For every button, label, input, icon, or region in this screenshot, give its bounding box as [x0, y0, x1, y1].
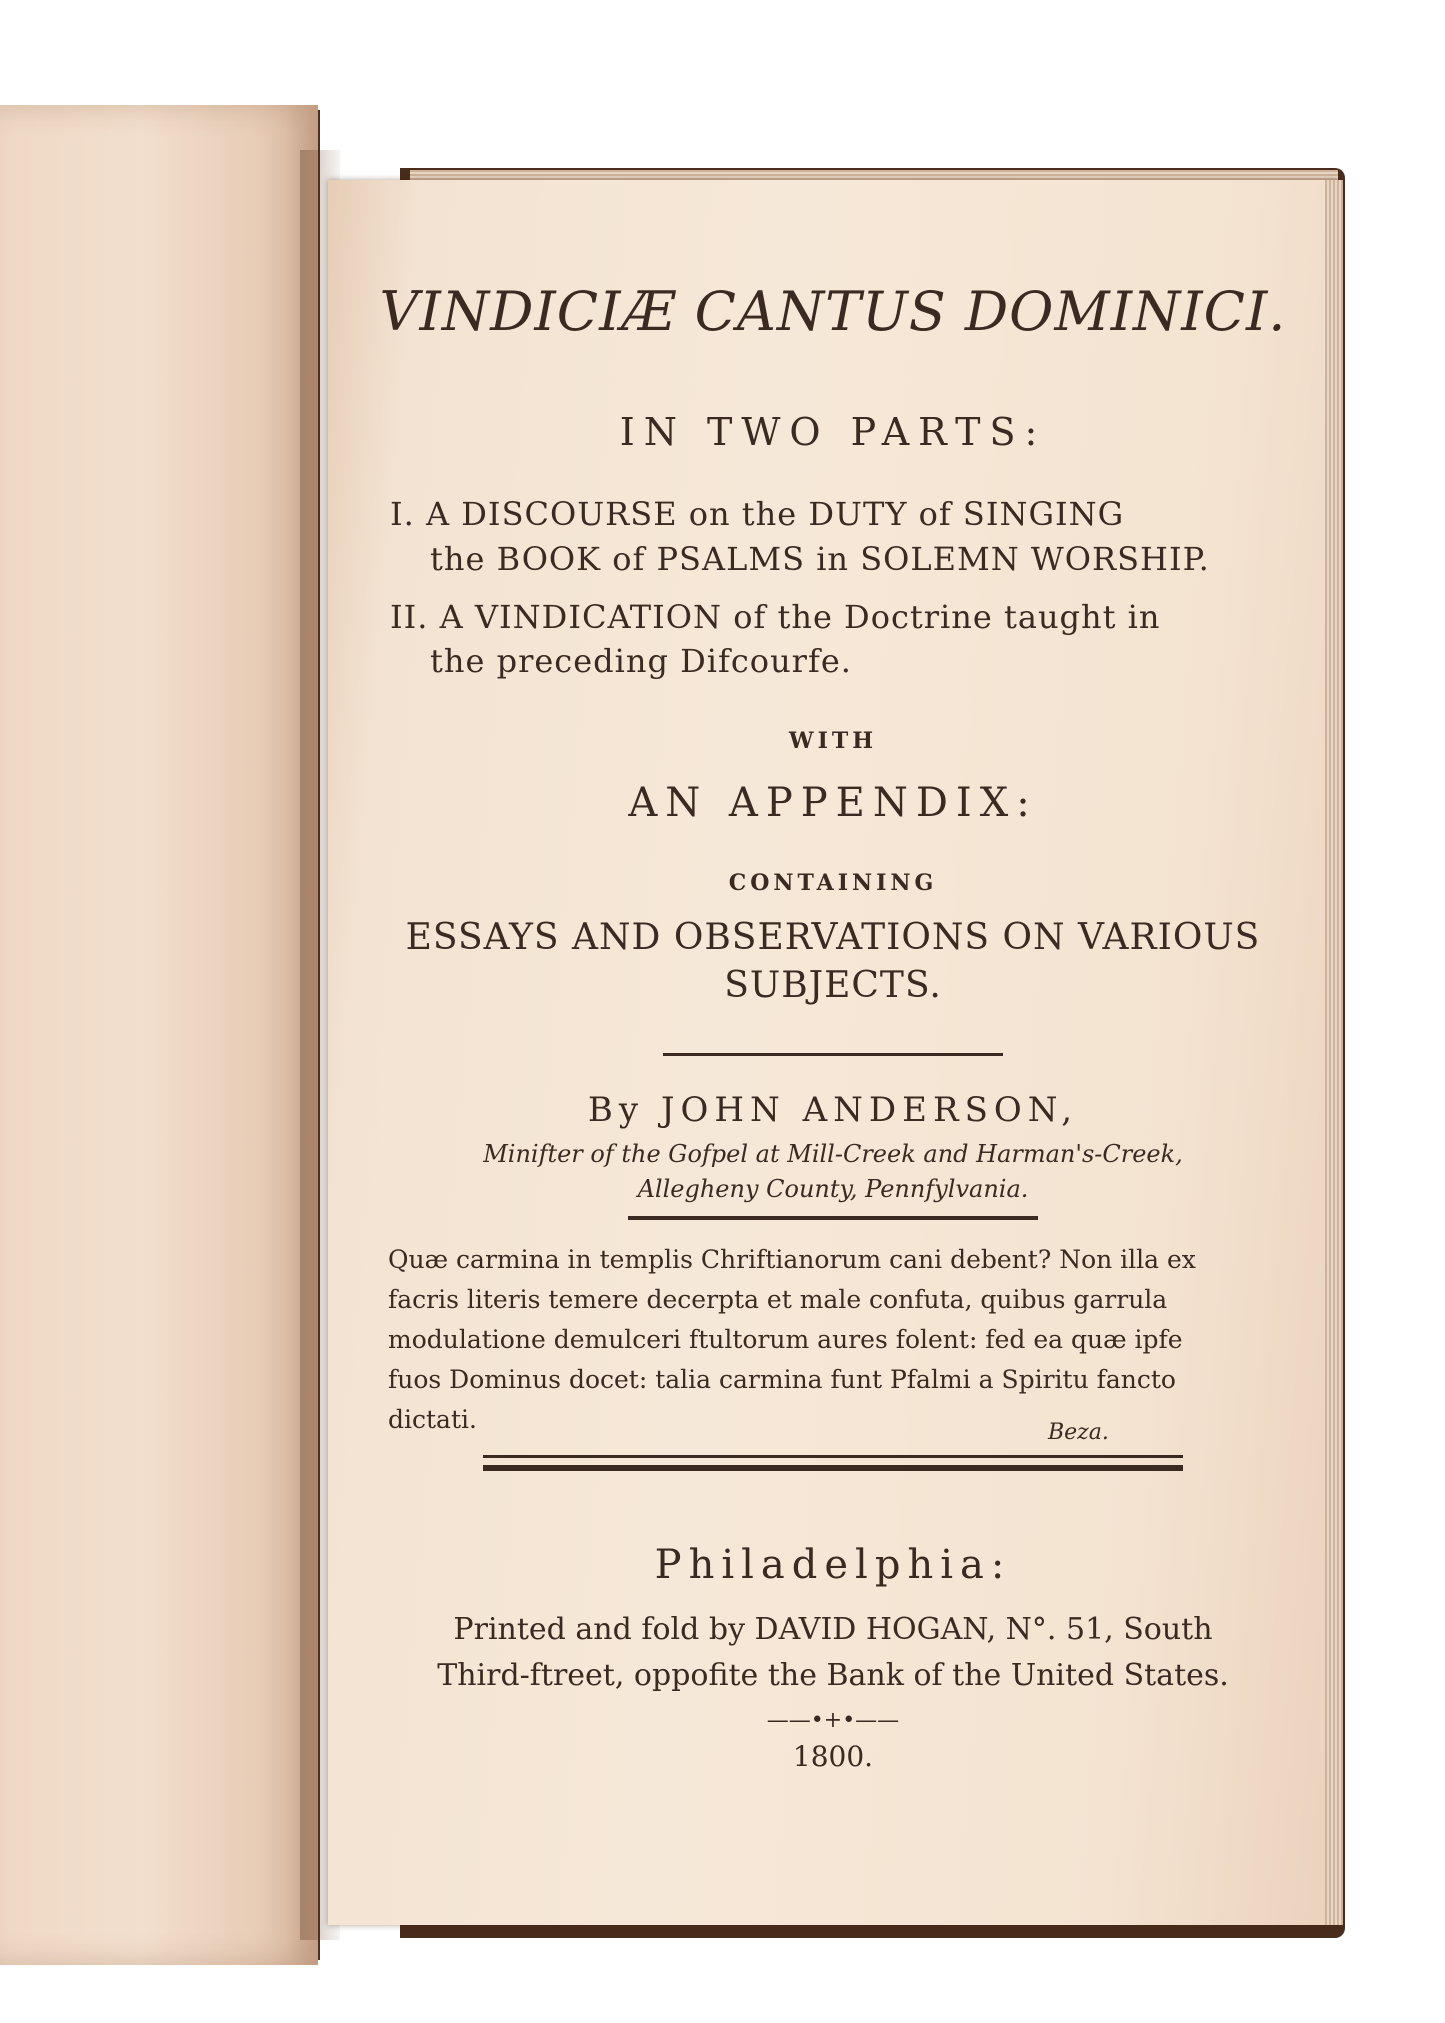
essays-line-1: ESSAYS AND OBSERVATIONS ON VARIOUS	[405, 917, 1261, 958]
part-one-line-1: I. A DISCOURSE on the DUTY of SINGING	[390, 495, 1125, 533]
part-two-line-2: the preceding Difcourfe.	[430, 642, 852, 680]
author-description-2: Allegheny County, Pennfylvania.	[637, 1175, 1029, 1203]
appendix-heading: AN APPENDIX:	[628, 780, 1038, 826]
author-description-1: Minifter of the Gofpel at Mill-Creek and Harman's-Creek,	[483, 1140, 1183, 1168]
quote-line: dictati.	[388, 1405, 477, 1434]
with-label: WITH	[788, 728, 878, 754]
imprint-year: 1800.	[792, 1740, 874, 1773]
quote-line: Quæ carmina in templis Chriftianorum cani debent? Non illa ex	[388, 1245, 1196, 1274]
part-two-line-1: II. A VINDICATION of the Doctrine taught in	[390, 598, 1161, 636]
imprint-place: Philadelphia:	[654, 1542, 1012, 1588]
imprint-printer-2: Third-ftreet, oppofite the Bank of the United States.	[437, 1658, 1229, 1693]
part-one-line-2: the BOOK of PSALMS in SOLEMN WORSHIP.	[430, 540, 1210, 578]
title-page-text	[328, 180, 1338, 1925]
quote-line: modulatione demulceri ftultorum aures folent: fed ea quæ ipfe	[388, 1325, 1183, 1354]
epigraph-quote	[388, 1240, 1278, 1440]
divider-rule	[628, 1216, 1038, 1220]
book-title: VINDICIÆ CANTUS DOMINICI.	[379, 280, 1287, 343]
subtitle: IN TWO PARTS:	[619, 410, 1047, 454]
quote-line: fuos Dominus docet: talia carmina funt Pfalmi a Spiritu fancto	[388, 1365, 1176, 1394]
author-name: By JOHN ANDERSON,	[587, 1090, 1079, 1130]
essays-line-2: SUBJECTS.	[724, 965, 942, 1006]
ornament-divider: ——•+•——	[766, 1708, 900, 1733]
divider-rule	[663, 1053, 1003, 1056]
double-rule-top	[483, 1455, 1183, 1458]
quote-attribution: Beza.	[1048, 1420, 1109, 1445]
containing-label: CONTAINING	[728, 870, 938, 896]
left-page	[0, 105, 318, 1965]
quote-line: facris literis temere decerpta et male confuta, quibus garrula	[388, 1285, 1168, 1314]
imprint-printer-1: Printed and fold by DAVID HOGAN, N°. 51, South	[453, 1612, 1213, 1647]
double-rule-bottom	[483, 1465, 1183, 1471]
